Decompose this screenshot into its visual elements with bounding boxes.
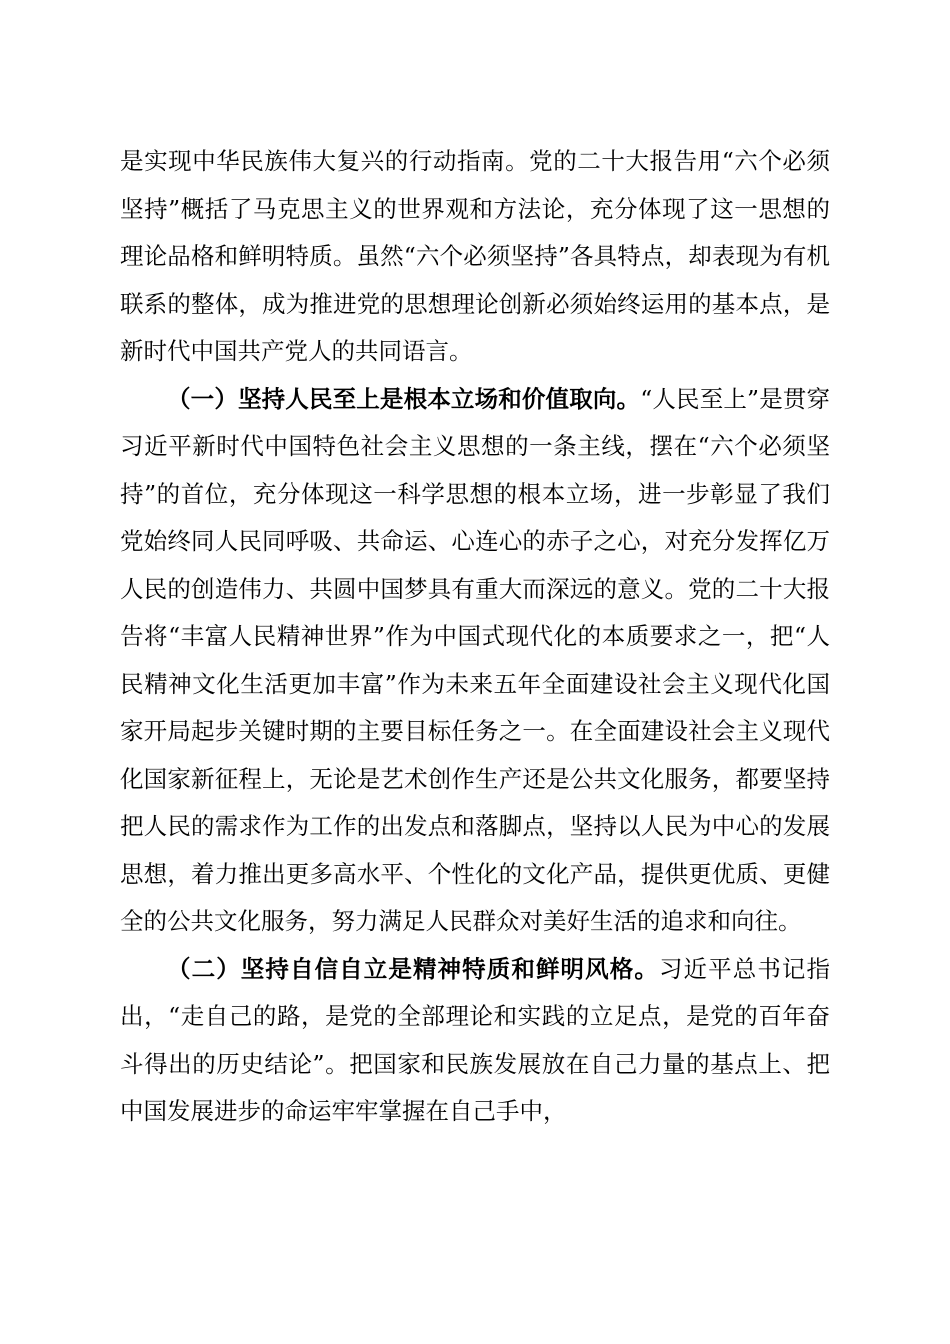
paragraph-section-2: [120, 946, 830, 1136]
paragraph-section-1: [120, 376, 830, 946]
paragraph-text: “人民至上”是贯穿习近平新时代中国特色社会主义思想的一条主线，摆在“六个必须坚持”的首位，充分体现这一科学思想的根本立场，进一步彰显了我们党始终同人民同呼吸、共命运、心连心的赤子之心，对充分发挥亿万人民的创造伟力、共圆中国梦具有重大而深远的意义。党的二十大报告将“丰富人民精神世界”作为中国式现代化的本质要求之一，把“人民精神文化生活更加丰富”作为未来五年全面建设社会主义现代化国家开局起步关键时期的主要目标任务之一。在全面建设社会主义现代化国家新征程上，无论是艺术创作生产还是公共文化服务，都要坚持把人民的需求作为工作的出发点和落脚点，坚持以人民为中心的发展思想，着力推出更多高水平、个性化的文化产品，提供更优质、更健全的公共文化服务，努力满足人民群众对美好生活的追求和向往。: [120, 384, 831, 935]
section-heading: （一）坚持人民至上是根本立场和价值取向。: [167, 384, 641, 413]
paragraph-text: 习近平总书记指出，“走自己的路，是党的全部理论和实践的立足点，是党的百年奋斗得出的历史结论”。把国家和民族发展放在自己力量的基点上、把中国发展进步的命运牢牢掌握在自己手中，: [120, 954, 831, 1125]
paragraph-intro-continuation: [120, 138, 830, 376]
section-heading: （二）坚持自信自立是精神特质和鲜明风格。: [167, 954, 659, 983]
document-body: [120, 138, 830, 1136]
paragraph-text: 是实现中华民族伟大复兴的行动指南。党的二十大报告用“六个必须坚持”概括了马克思主义的世界观和方法论，充分体现了这一思想的理论品格和鲜明特质。虽然“六个必须坚持”各具特点，却表现为有机联系的整体，成为推进党的思想理论创新必须始终运用的基本点，是新时代中国共产党人的共同语言。: [120, 147, 830, 365]
